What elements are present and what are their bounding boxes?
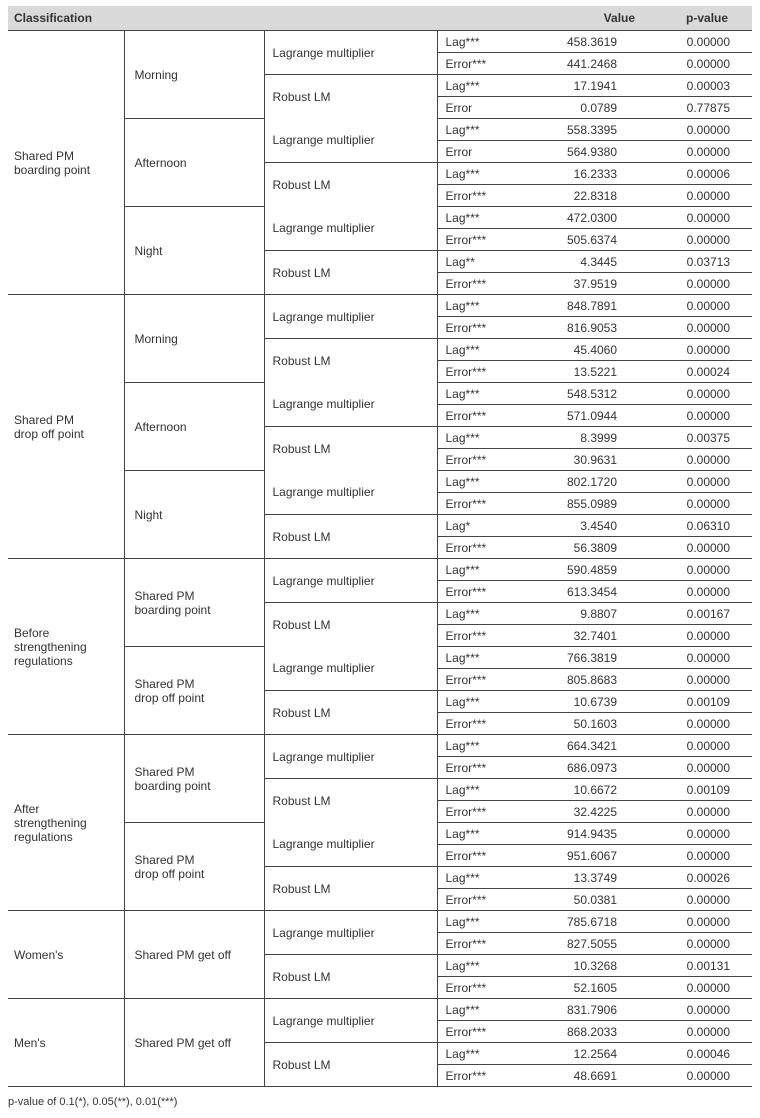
statistic-label: Lag*** — [437, 295, 517, 317]
statistic-p-value: 0.00000 — [645, 647, 752, 669]
statistic-p-value: 0.00000 — [645, 933, 752, 955]
statistic-value: 32.7401 — [517, 625, 645, 647]
statistic-label: Error — [437, 97, 517, 119]
test-label: Lagrange multiplier — [264, 207, 437, 251]
statistic-value: 52.1605 — [517, 977, 645, 999]
statistic-label: Error*** — [437, 185, 517, 207]
statistic-p-value: 0.77875 — [645, 97, 752, 119]
table-row — [8, 911, 752, 933]
subgroup-label: Shared PM get off — [124, 999, 264, 1087]
statistic-value: 0.0789 — [517, 97, 645, 119]
statistic-label: Error*** — [437, 801, 517, 823]
statistic-value: 868.2033 — [517, 1021, 645, 1043]
statistic-p-value: 0.00000 — [645, 1065, 752, 1087]
statistic-p-value: 0.00000 — [645, 1021, 752, 1043]
statistic-label: Lag*** — [437, 647, 517, 669]
statistic-label: Error*** — [437, 1065, 517, 1087]
statistic-p-value: 0.00167 — [645, 603, 752, 625]
statistic-value: 3.4540 — [517, 515, 645, 537]
statistic-value: 827.5055 — [517, 933, 645, 955]
test-label: Lagrange multiplier — [264, 471, 437, 515]
subgroup-label: Afternoon — [124, 383, 264, 471]
statistic-value: 10.6739 — [517, 691, 645, 713]
statistic-value: 805.8683 — [517, 669, 645, 691]
test-label: Robust LM — [264, 163, 437, 207]
statistic-label: Lag*** — [437, 119, 517, 141]
statistic-label: Lag*** — [437, 999, 517, 1021]
statistic-p-value: 0.00000 — [645, 581, 752, 603]
statistic-p-value: 0.00000 — [645, 889, 752, 911]
statistic-value: 13.3749 — [517, 867, 645, 889]
subgroup-label: Night — [124, 471, 264, 559]
statistic-value: 951.6067 — [517, 845, 645, 867]
statistic-value: 9.8807 — [517, 603, 645, 625]
statistic-value: 548.5312 — [517, 383, 645, 405]
statistic-label: Error*** — [437, 713, 517, 735]
statistic-p-value: 0.00000 — [645, 669, 752, 691]
test-label: Lagrange multiplier — [264, 383, 437, 427]
statistic-label: Lag*** — [437, 779, 517, 801]
statistic-p-value: 0.00000 — [645, 339, 752, 361]
statistic-p-value: 0.00000 — [645, 735, 752, 757]
subgroup-label: Morning — [124, 295, 264, 383]
statistic-value: 30.9631 — [517, 449, 645, 471]
statistic-label: Error*** — [437, 53, 517, 75]
statistic-p-value: 0.00000 — [645, 911, 752, 933]
group-label: After strengthening regulations — [8, 735, 124, 911]
statistic-p-value: 0.00000 — [645, 31, 752, 53]
statistic-p-value: 0.00109 — [645, 779, 752, 801]
statistic-p-value: 0.00000 — [645, 493, 752, 515]
statistic-label: Error*** — [437, 889, 517, 911]
test-label: Lagrange multiplier — [264, 735, 437, 779]
statistic-p-value: 0.00000 — [645, 801, 752, 823]
table-row — [8, 559, 752, 581]
test-label: Robust LM — [264, 603, 437, 647]
statistic-label: Lag*** — [437, 955, 517, 977]
group-label: Men's — [8, 999, 124, 1087]
table-body — [8, 31, 752, 1087]
statistic-value: 831.7906 — [517, 999, 645, 1021]
statistic-p-value: 0.00000 — [645, 449, 752, 471]
statistic-value: 458.3619 — [517, 31, 645, 53]
statistic-value: 472.0300 — [517, 207, 645, 229]
statistic-label: Error*** — [437, 669, 517, 691]
statistic-value: 17.1941 — [517, 75, 645, 97]
statistic-p-value: 0.00000 — [645, 383, 752, 405]
test-label: Robust LM — [264, 691, 437, 735]
statistic-p-value: 0.00000 — [645, 845, 752, 867]
statistic-label: Error*** — [437, 933, 517, 955]
statistic-value: 558.3395 — [517, 119, 645, 141]
statistic-label: Error*** — [437, 405, 517, 427]
statistic-label: Lag*** — [437, 559, 517, 581]
statistic-value: 766.3819 — [517, 647, 645, 669]
statistic-value: 816.9053 — [517, 317, 645, 339]
statistic-label: Error*** — [437, 845, 517, 867]
statistic-value: 914.9435 — [517, 823, 645, 845]
test-label: Lagrange multiplier — [264, 119, 437, 163]
statistic-label: Error*** — [437, 757, 517, 779]
table-row — [8, 735, 752, 757]
statistic-value: 855.0989 — [517, 493, 645, 515]
statistic-p-value: 0.00109 — [645, 691, 752, 713]
statistic-label: Error*** — [437, 581, 517, 603]
statistic-value: 12.2564 — [517, 1043, 645, 1065]
subgroup-label: Night — [124, 207, 264, 295]
statistic-label: Error*** — [437, 229, 517, 251]
group-label: Before strengthening regulations — [8, 559, 124, 735]
statistic-label: Lag*** — [437, 823, 517, 845]
subgroup-label: Afternoon — [124, 119, 264, 207]
statistic-label: Lag*** — [437, 163, 517, 185]
subgroup-label: Morning — [124, 31, 264, 119]
statistic-label: Lag** — [437, 251, 517, 273]
statistic-value: 8.3999 — [517, 427, 645, 449]
statistic-label: Lag*** — [437, 75, 517, 97]
statistic-p-value: 0.00000 — [645, 823, 752, 845]
statistic-label: Lag*** — [437, 339, 517, 361]
statistic-p-value: 0.00003 — [645, 75, 752, 97]
test-label: Robust LM — [264, 955, 437, 999]
statistic-label: Lag*** — [437, 31, 517, 53]
statistic-value: 686.0973 — [517, 757, 645, 779]
statistic-value: 10.3268 — [517, 955, 645, 977]
statistic-value: 505.6374 — [517, 229, 645, 251]
statistic-label: Error*** — [437, 361, 517, 383]
test-label: Robust LM — [264, 251, 437, 295]
statistic-p-value: 0.00000 — [645, 537, 752, 559]
statistic-p-value: 0.00000 — [645, 229, 752, 251]
statistic-p-value: 0.00000 — [645, 999, 752, 1021]
statistic-label: Error*** — [437, 493, 517, 515]
statistic-label: Error*** — [437, 625, 517, 647]
statistic-p-value: 0.00000 — [645, 141, 752, 163]
statistic-p-value: 0.00000 — [645, 625, 752, 647]
group-label: Shared PM boarding point — [8, 31, 124, 295]
table-row — [8, 999, 752, 1021]
test-label: Lagrange multiplier — [264, 647, 437, 691]
statistic-p-value: 0.00375 — [645, 427, 752, 449]
header-classification: Classification — [8, 6, 517, 31]
statistic-label: Lag* — [437, 515, 517, 537]
statistic-p-value: 0.00000 — [645, 405, 752, 427]
subgroup-label: Shared PM drop off point — [124, 647, 264, 735]
statistic-p-value: 0.00000 — [645, 977, 752, 999]
statistic-label: Lag*** — [437, 471, 517, 493]
statistic-label: Error*** — [437, 273, 517, 295]
statistic-value: 16.2333 — [517, 163, 645, 185]
statistic-value: 10.6672 — [517, 779, 645, 801]
test-label: Lagrange multiplier — [264, 559, 437, 603]
test-label: Lagrange multiplier — [264, 911, 437, 955]
statistic-label: Lag*** — [437, 207, 517, 229]
statistic-p-value: 0.00024 — [645, 361, 752, 383]
test-label: Robust LM — [264, 75, 437, 119]
statistic-value: 22.8318 — [517, 185, 645, 207]
statistic-p-value: 0.00000 — [645, 207, 752, 229]
statistic-label: Lag*** — [437, 427, 517, 449]
statistic-label: Error — [437, 141, 517, 163]
results-table — [8, 6, 752, 1087]
statistic-p-value: 0.00000 — [645, 757, 752, 779]
statistic-label: Error*** — [437, 1021, 517, 1043]
statistic-p-value: 0.06310 — [645, 515, 752, 537]
test-label: Robust LM — [264, 339, 437, 383]
test-label: Robust LM — [264, 779, 437, 823]
statistic-label: Lag*** — [437, 603, 517, 625]
statistic-value: 45.4060 — [517, 339, 645, 361]
statistic-label: Error*** — [437, 317, 517, 339]
statistic-value: 664.3421 — [517, 735, 645, 757]
group-label: Shared PM drop off point — [8, 295, 124, 559]
test-label: Robust LM — [264, 1043, 437, 1087]
statistic-p-value: 0.03713 — [645, 251, 752, 273]
test-label: Lagrange multiplier — [264, 823, 437, 867]
statistic-value: 48.6691 — [517, 1065, 645, 1087]
group-label: Women's — [8, 911, 124, 999]
statistic-label: Error*** — [437, 537, 517, 559]
footnote: p-value of 0.1(*), 0.05(**), 0.01(***) — [8, 1096, 178, 1108]
statistic-value: 802.1720 — [517, 471, 645, 493]
statistic-value: 785.6718 — [517, 911, 645, 933]
subgroup-label: Shared PM boarding point — [124, 559, 264, 647]
table-row — [8, 31, 752, 53]
statistic-p-value: 0.00006 — [645, 163, 752, 185]
statistic-value: 37.9519 — [517, 273, 645, 295]
header-value: Value — [517, 6, 645, 31]
statistic-p-value: 0.00131 — [645, 955, 752, 977]
table-row — [8, 295, 752, 317]
statistic-value: 56.3809 — [517, 537, 645, 559]
statistic-p-value: 0.00000 — [645, 273, 752, 295]
statistic-label: Error*** — [437, 449, 517, 471]
statistic-value: 848.7891 — [517, 295, 645, 317]
statistic-p-value: 0.00026 — [645, 867, 752, 889]
statistic-label: Lag*** — [437, 867, 517, 889]
statistic-value: 50.0381 — [517, 889, 645, 911]
statistic-value: 50.1603 — [517, 713, 645, 735]
subgroup-label: Shared PM get off — [124, 911, 264, 999]
statistic-p-value: 0.00046 — [645, 1043, 752, 1065]
statistic-p-value: 0.00000 — [645, 559, 752, 581]
subgroup-label: Shared PM boarding point — [124, 735, 264, 823]
statistic-label: Lag*** — [437, 911, 517, 933]
header-p-value: p-value — [645, 6, 752, 31]
statistic-p-value: 0.00000 — [645, 471, 752, 493]
statistic-p-value: 0.00000 — [645, 317, 752, 339]
statistic-label: Error*** — [437, 977, 517, 999]
statistic-label: Lag*** — [437, 1043, 517, 1065]
statistic-value: 571.0944 — [517, 405, 645, 427]
statistic-value: 564.9380 — [517, 141, 645, 163]
test-label: Lagrange multiplier — [264, 295, 437, 339]
test-label: Lagrange multiplier — [264, 999, 437, 1043]
statistic-value: 32.4225 — [517, 801, 645, 823]
statistic-value: 13.5221 — [517, 361, 645, 383]
statistic-p-value: 0.00000 — [645, 53, 752, 75]
statistic-p-value: 0.00000 — [645, 185, 752, 207]
test-label: Lagrange multiplier — [264, 31, 437, 75]
statistic-value: 613.3454 — [517, 581, 645, 603]
subgroup-label: Shared PM drop off point — [124, 823, 264, 911]
statistic-p-value: 0.00000 — [645, 119, 752, 141]
statistic-value: 441.2468 — [517, 53, 645, 75]
statistic-value: 590.4859 — [517, 559, 645, 581]
statistic-value: 4.3445 — [517, 251, 645, 273]
header-row — [8, 6, 752, 31]
statistic-label: Lag*** — [437, 691, 517, 713]
statistic-label: Lag*** — [437, 383, 517, 405]
test-label: Robust LM — [264, 427, 437, 471]
test-label: Robust LM — [264, 867, 437, 911]
statistic-p-value: 0.00000 — [645, 713, 752, 735]
statistic-p-value: 0.00000 — [645, 295, 752, 317]
test-label: Robust LM — [264, 515, 437, 559]
statistic-label: Lag*** — [437, 735, 517, 757]
